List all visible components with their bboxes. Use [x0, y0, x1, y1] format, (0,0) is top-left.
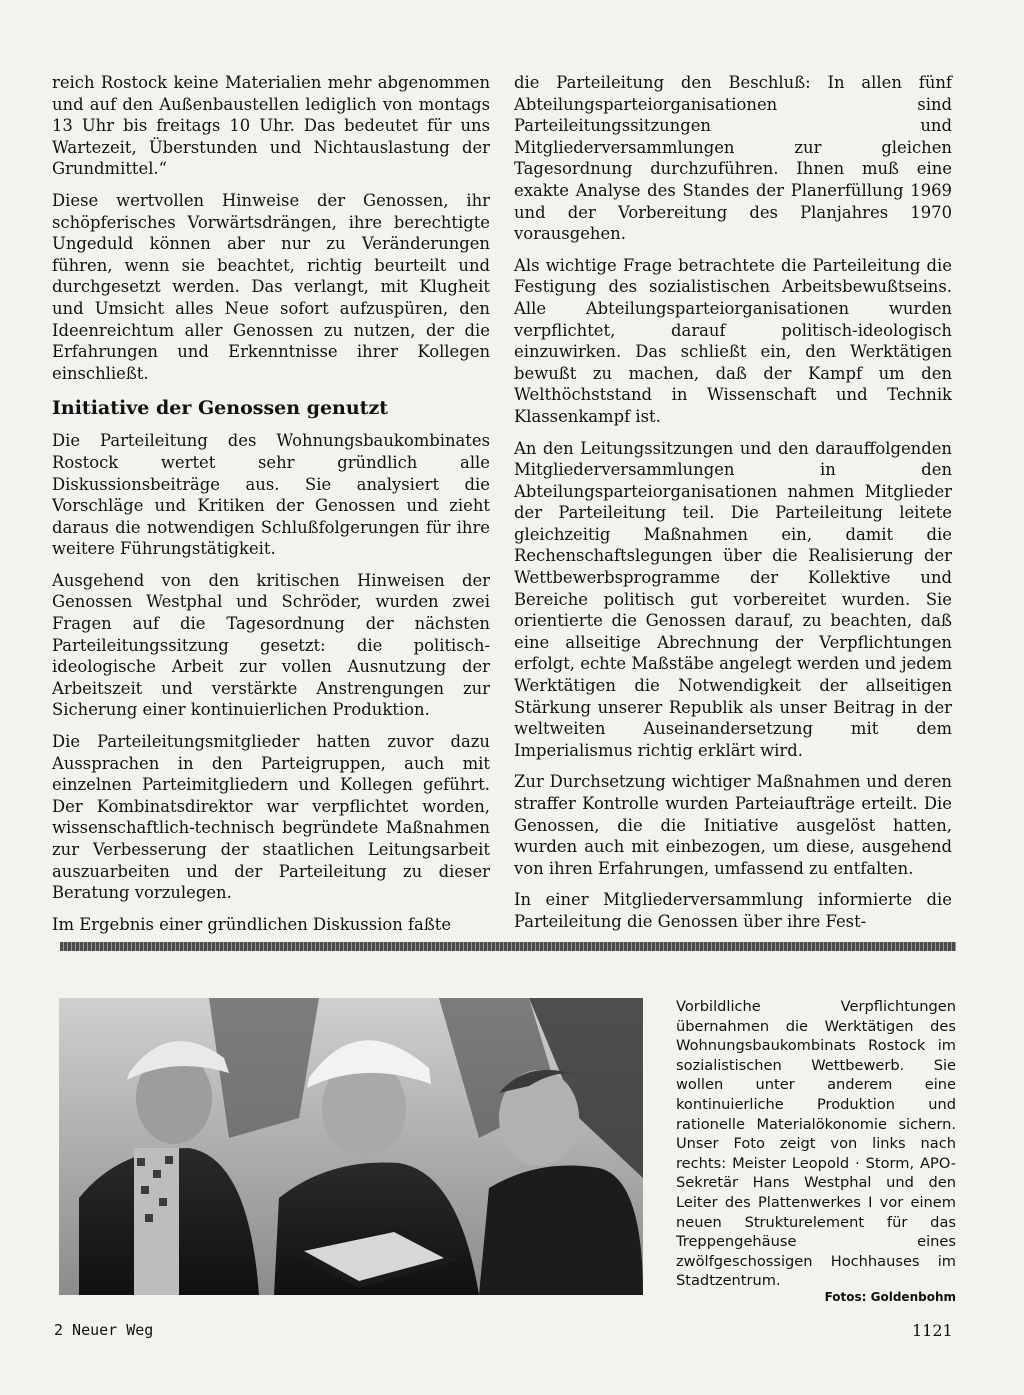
left-column — [52, 72, 490, 945]
section-divider — [60, 942, 956, 951]
paragraph: Diese wertvollen Hinweise der Genossen, ihr schöpferisches Vorwärtsdrängen, ihre berechtigte Ungeduld können aber nur zu Veränderungen führen, wenn sie beachtet, richtig beurteilt und durchgesetzt werden. Das verlangt, mit Klugheit und Umsicht alles Neue sofort aufzuspüren, den Ideenreichtum aller Genossen zu nutzen, der die Erfahrungen und Erkenntnisse ihrer Kollegen einschließt. — [52, 190, 490, 383]
paragraph: Zur Durchsetzung wichtiger Maßnahmen und deren straffer Kontrolle wurden Parteiaufträge erteilt. Die Genossen, die die Initiative ausgelöst hatten, wurden auch mit einbezogen, um diese, ausgehend von ihren Erfahrungen, umfassend zu entfalten. — [514, 772, 952, 878]
paragraph: Ausgehend von den kritischen Hinweisen der Genossen Westphal und Schröder, wurden zwei Fragen auf die Tagesordnung der nächsten Parteileitungssitzung gesetzt: die politisch-ideologische Arbeit zur vollen Ausnutzung der Arbeitszeit und verstärkte Anstrengungen zur Sicherung einer kontinuierlichen Produktion. — [52, 570, 490, 720]
paragraph: Die Parteileitung des Wohnungsbaukombinates Rostock wertet sehr gründlich alle Diskussionsbeiträge aus. Sie analysiert die Vorschläge und Kritiken der Genossen und zieht daraus die notwendigen Schlußfolgerungen für ihre weitere Führungstätigkeit. — [52, 431, 490, 559]
photo-illustration — [59, 998, 643, 1295]
photo-caption: Vorbildliche Verpflichtungen übernahmen die Werktätigen des Wohnungsbaukombinats Rostock im sozialistischen Wettbewerb. Sie wollen unter anderem eine kontinuierliche Produktion und rationelle Materialökonomie sichern. Unser Foto zeigt von links nach rechts: Meister Leopold · Storm, APO-Sekretär Hans Westphal und den Leiter des Plattenwerkes I vor einem neuen Strukturelement für das Treppengehäuse eines zwölfgeschossigen Hochhauses im Stadtzentrum. — [676, 998, 956, 1290]
paragraph: Als wichtige Frage betrachtete die Parteileitung die Festigung des sozialistischen Arbeitsbewußtseins. Alle Abteilungsparteiorganisationen wurden verpflichtet, darauf politisch-ideologisch einzuwirken. Das schließt ein, den Werktätigen bewußt zu machen, daß der Kampf um den Welthöchststand in Wissenschaft und Technik Klassenkampf ist. — [514, 255, 952, 426]
paragraph: Die Parteileitungsmitglieder hatten zuvor dazu Aussprachen in den Parteigruppen, auch mit einzelnen Parteimitgliedern und Kollegen geführt. Der Kombinatsdirektor war verpflichtet worden, wissenschaftlich-technisch begründete Maßnahmen zur Verbesserung der staatlichen Leitungsarbeit auszuarbeiten und der Parteileitung zu dieser Beratung vorzulegen. — [52, 732, 490, 903]
paragraph: die Parteileitung den Beschluß: In allen fünf Abteilungsparteiorganisationen sind Parteileitungssitzungen und Mitgliederversammlungen zur gleichen Tagesordnung durchzuführen. Ihnen muß eine exakte Analyse des Standes der Planerfüllung 1969 und der Vorbereitung des Planjahres 1970 vorausgehen. — [514, 73, 952, 244]
paragraph: An den Leitungssitzungen und den darauffolgenden Mitgliederversammlungen in den Abteilungsparteiorganisationen nahmen Mitglieder der Parteileitung teil. Die Parteileitung leitete gleichzeitig Maßnahmen ein, damit die Rechenschaftslegungen über die Realisierung der Wettbewerbsprogramme der Kollektive und Bereiche politisch gut vorbereitet wurden. Sie orientierte die Genossen darauf, zu beachten, daß eine allseitige Abrechnung der Verpflichtungen erfolgt, echte Maßstäbe angelegt werden und jedem Werktätigen die Notwendigkeit der allseitigen Stärkung unserer Republik als unser Beitrag in der weltweiten Auseinandersetzung mit dem Imperialismus richtig erklärt wird. — [514, 438, 952, 760]
right-column — [514, 72, 952, 943]
section-heading: Initiative der Genossen genutzt — [52, 397, 389, 420]
photo-credit: Fotos: Goldenbohm — [824, 1290, 956, 1304]
page-number: 1121 — [912, 1321, 953, 1340]
workers-photo — [59, 998, 643, 1295]
paragraph: Im Ergebnis einer gründlichen Diskussion faßte — [52, 914, 452, 934]
paragraph: reich Rostock keine Materialien mehr abgenommen und auf den Außenbaustellen lediglich von montags 13 Uhr bis freitags 10 Uhr. Das bedeutet für uns Wartezeit, Überstunden und Nichtauslastung der Grundmittel.“ — [52, 73, 490, 179]
paragraph: In einer Mitgliederversammlung informierte die Parteileitung die Genossen über ihre Fest- — [514, 890, 952, 931]
publication-footer: 2 Neuer Weg — [54, 1321, 154, 1339]
